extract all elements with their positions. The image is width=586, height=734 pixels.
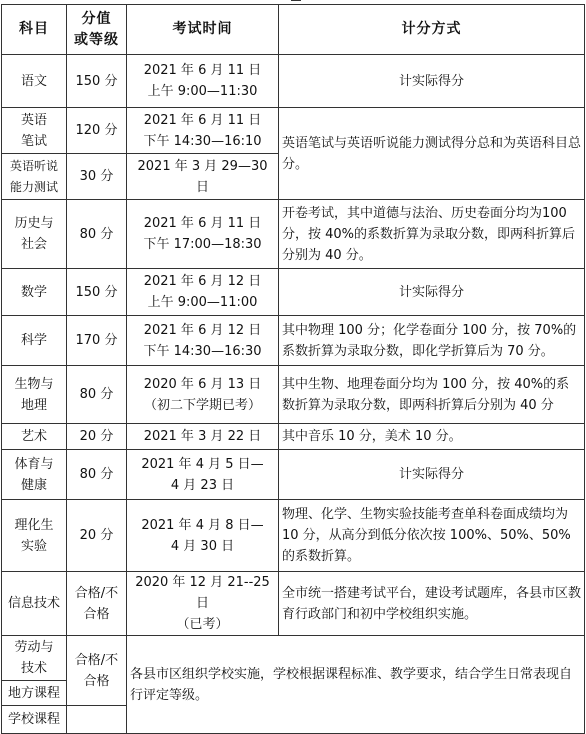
subject-cell: 英语听说 能力测试 xyxy=(2,154,67,200)
method-cell: 其中物理 100 分；化学卷面分 100 分，按 70%的系数折算为录取分数，即化学折算后为 70 分。 xyxy=(279,316,585,366)
time-cell: 2021 年 3 月 29—30 日 xyxy=(127,154,279,200)
table-row xyxy=(2,269,585,316)
score-cell: 150 分 xyxy=(67,269,127,316)
top-edge-mark xyxy=(291,0,301,3)
table-row xyxy=(2,366,585,424)
time-cell: 2021 年 4 月 5 日— 4 月 23 日 xyxy=(127,450,279,500)
table-row xyxy=(2,450,585,500)
score-cell: 合格/不 合格 xyxy=(67,636,127,706)
subject-cell: 劳动与 技术 xyxy=(2,636,67,681)
exam-schedule-table-wrapper xyxy=(1,4,585,734)
method-cell: 开卷考试，其中道德与法治、历史卷面分均为100 分，按 40%的系数折算为录取分数，即两科折算后分别为 40 分。 xyxy=(279,200,585,269)
subject-cell: 地方课程 xyxy=(2,681,67,706)
score-cell: 170 分 xyxy=(67,316,127,366)
subject-cell: 信息技术 xyxy=(2,572,67,636)
method-cell: 全市统一搭建考试平台，建设考试题库，各县市区教育行政部门和初中学校组织实施。 xyxy=(279,572,585,636)
method-cell: 其中生物、地理卷面分均为 100 分，按 40%的系数折算为录取分数，即两科折算后分别为 40 分 xyxy=(279,366,585,424)
score-cell: 30 分 xyxy=(67,154,127,200)
method-cell: 其中音乐 10 分，美术 10 分。 xyxy=(279,424,585,450)
score-cell: 合格/不 合格 xyxy=(67,572,127,636)
method-cell: 物理、化学、生物实验技能考查单科卷面成绩均为 10 分，从高分到低分依次按 100%、50%、50%的系数折算。 xyxy=(279,500,585,572)
subject-cell: 理化生 实验 xyxy=(2,500,67,572)
score-cell: 80 分 xyxy=(67,366,127,424)
score-cell: 20 分 xyxy=(67,500,127,572)
subject-cell: 学校课程 xyxy=(2,706,67,734)
score-cell: 80 分 xyxy=(67,200,127,269)
time-cell: 2021 年 3 月 22 日 xyxy=(127,424,279,450)
subject-cell: 数学 xyxy=(2,269,67,316)
method-cell: 计实际得分 xyxy=(279,450,585,500)
table-row xyxy=(2,500,585,572)
method-cell-merged: 各县市区组织学校实施，学校根据课程标准、教学要求，结合学生日常表现自行评定等级。 xyxy=(127,636,585,734)
method-cell: 计实际得分 xyxy=(279,269,585,316)
time-cell: 2021 年 4 月 8 日— 4 月 30 日 xyxy=(127,500,279,572)
score-cell: 150 分 xyxy=(67,55,127,108)
header-time: 考试时间 xyxy=(127,5,279,55)
method-cell: 计实际得分 xyxy=(279,55,585,108)
table-row xyxy=(2,55,585,108)
table-row xyxy=(2,424,585,450)
header-method: 计分方式 xyxy=(279,5,585,55)
score-cell-empty xyxy=(67,706,127,734)
table-row xyxy=(2,572,585,636)
score-cell: 80 分 xyxy=(67,450,127,500)
table-row xyxy=(2,636,585,681)
subject-cell: 语文 xyxy=(2,55,67,108)
time-cell: 2021 年 6 月 12 日 上午 9:00—11:00 xyxy=(127,269,279,316)
time-cell: 2021 年 6 月 11 日 上午 9:00—11:30 xyxy=(127,55,279,108)
subject-cell: 英语 笔试 xyxy=(2,108,67,154)
method-cell: 英语笔试与英语听说能力测试得分总和为英语科目总分。 xyxy=(279,108,585,200)
subject-cell: 体育与 健康 xyxy=(2,450,67,500)
table-row xyxy=(2,108,585,154)
table-row xyxy=(2,316,585,366)
subject-cell: 历史与 社会 xyxy=(2,200,67,269)
score-cell: 120 分 xyxy=(67,108,127,154)
header-subject: 科目 xyxy=(2,5,67,55)
subject-cell: 生物与 地理 xyxy=(2,366,67,424)
exam-schedule-table xyxy=(1,4,585,734)
time-cell: 2021 年 6 月 11 日 下午 17:00—18:30 xyxy=(127,200,279,269)
time-cell: 2020 年 12 月 21--25 日 （已考） xyxy=(127,572,279,636)
header-row xyxy=(2,5,585,55)
score-cell: 20 分 xyxy=(67,424,127,450)
time-cell: 2021 年 6 月 11 日 下午 14:30—16:10 xyxy=(127,108,279,154)
subject-cell: 科学 xyxy=(2,316,67,366)
table-row xyxy=(2,200,585,269)
subject-cell: 艺术 xyxy=(2,424,67,450)
header-score: 分值 或等级 xyxy=(67,5,127,55)
time-cell: 2020 年 6 月 13 日 （初二下学期已考） xyxy=(127,366,279,424)
time-cell: 2021 年 6 月 12 日 下午 14:30—16:30 xyxy=(127,316,279,366)
